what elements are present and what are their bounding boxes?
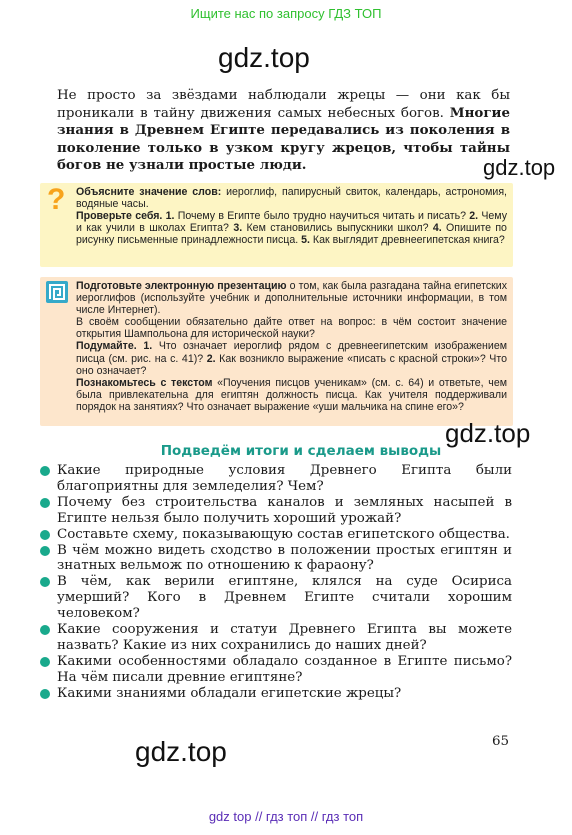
list-item-text: Какие природные условия Древнего Египта были благоприятны для земледелия? Чем? [57,463,512,494]
check-label: Проверьте себя. [76,210,163,223]
question-text: Чему и как учили в школах Египта? [76,210,507,235]
t-num: 2. [206,352,216,365]
intro-normal-text: Не просто за звёздами наблюдали жрецы — они как бы проникали в тайну движения самых небесных богов. [57,88,510,121]
presentation-box [40,277,513,426]
watermark: gdz.top [135,736,227,767]
explain-label: Объясните значение слов: [76,186,222,198]
t-num: 1. [143,340,153,353]
watermark: gdz.top [483,155,556,180]
prepare-text: о том, как была разгадана тайна египетских иероглифов (используйте учебник и дополнительные источники информации, в том числе Интернет). [76,280,508,317]
watermark: gdz.top [218,42,310,73]
list-item [40,463,512,495]
page-number: 65 [492,734,510,749]
list-item [40,495,512,527]
explain-text: иероглиф, папирусный свиток, календарь, астрономия, водяные часы. [76,186,508,211]
bullet-icon [40,530,50,540]
list-item-text: Составьте схему, показывающую состав египетского общества. [57,526,510,542]
question-text: Кем становились выпускники школ? [246,222,429,235]
list-item [40,543,512,575]
footer-link[interactable]: gdz top // гдз топ // гдз топ [208,809,364,824]
search-hint-link[interactable]: Ищите нас по запросу ГДЗ ТОП [190,6,382,21]
bullet-icon [40,657,50,667]
q-num: 3. [233,222,243,235]
questions-box [40,183,513,267]
bullet-icon [40,689,50,699]
q-num: 5. [301,234,310,247]
bullet-icon [40,625,50,635]
question-mark-icon: ? [47,183,66,216]
list-item-text: В чём, как верили египтяне, клялся на суде Осириса умерший? Кого в Древнем Египте считали хорошим человеком? [57,574,512,622]
read-text: «Поучения писцов ученикам» (см. с. 64) и ответьте, чем была привлекательна для египтян должность писца. Как учителя поддерживали порядок на занятиях? Что означает выражение «уши мальчика на спине его»? [76,376,507,413]
q-num: 2. [469,210,479,223]
intro-bold-text: Многие знания в Древнем Египте передавались из поколения в поколение только в узком кругу жрецов, чтобы тайны богов не узнали простые люди. [57,104,510,174]
watermark: gdz.top [445,418,531,448]
question-text: Опишите по рисунку письменные принадлежности писца. [76,222,507,247]
list-item-text: Какими знаниями обладали египетские жрецы? [57,685,402,701]
list-item-text: Какими особенностями обладало созданное в Египте письмо? На чём писали древние египтяне? [57,653,512,685]
q-num: 4. [432,222,442,235]
question-text: Почему в Египте было трудно научиться читать и писать? [177,210,466,223]
bullet-icon [40,577,50,587]
list-item [40,622,512,654]
presentation-box-text [76,280,507,413]
list-item-text: Какие сооружения и статуи Древнего Египта вы можете назвать? Какие из них сохранились до наших дней? [57,622,512,653]
summary-questions-list [40,463,512,702]
bullet-icon [40,546,50,556]
list-item [40,654,512,686]
think-question: Что означает иероглиф рядом с древнеегипетским изображением писца (см. рис. на с. 41)? [76,340,507,365]
read-label: Познакомьтесь с текстом [76,376,213,389]
message-text: В своём сообщении обязательно дайте ответ на вопрос: в чём состоит значение открытия Шампольона для исторической науки? [76,316,507,341]
list-item [40,686,512,702]
list-item-text: В чём можно видеть сходство в положении простых египтян и знатных вельмож по отношению к фараону? [57,542,512,574]
list-item [40,574,512,622]
intro-paragraph [57,88,510,175]
questions-box-text [76,186,507,246]
bullet-icon [40,498,50,508]
think-label: Подумайте. [76,340,137,353]
question-text: Как выглядит древнеегипетская книга? [312,234,505,247]
q-num: 1. [165,210,175,223]
list-item-text: Почему без строительства каналов и земляных насыпей в Египте нельзя было получить хороший урожай? [57,494,512,526]
meander-icon [46,281,68,303]
think-question: Как возникло выражение «писать с красной строки»? Что оно означает? [76,352,507,377]
bullet-icon [40,466,50,476]
summary-title: Подведём итоги и сделаем выводы [160,443,442,459]
list-item [40,527,512,543]
prepare-label: Подготовьте электронную презентацию [76,280,287,292]
